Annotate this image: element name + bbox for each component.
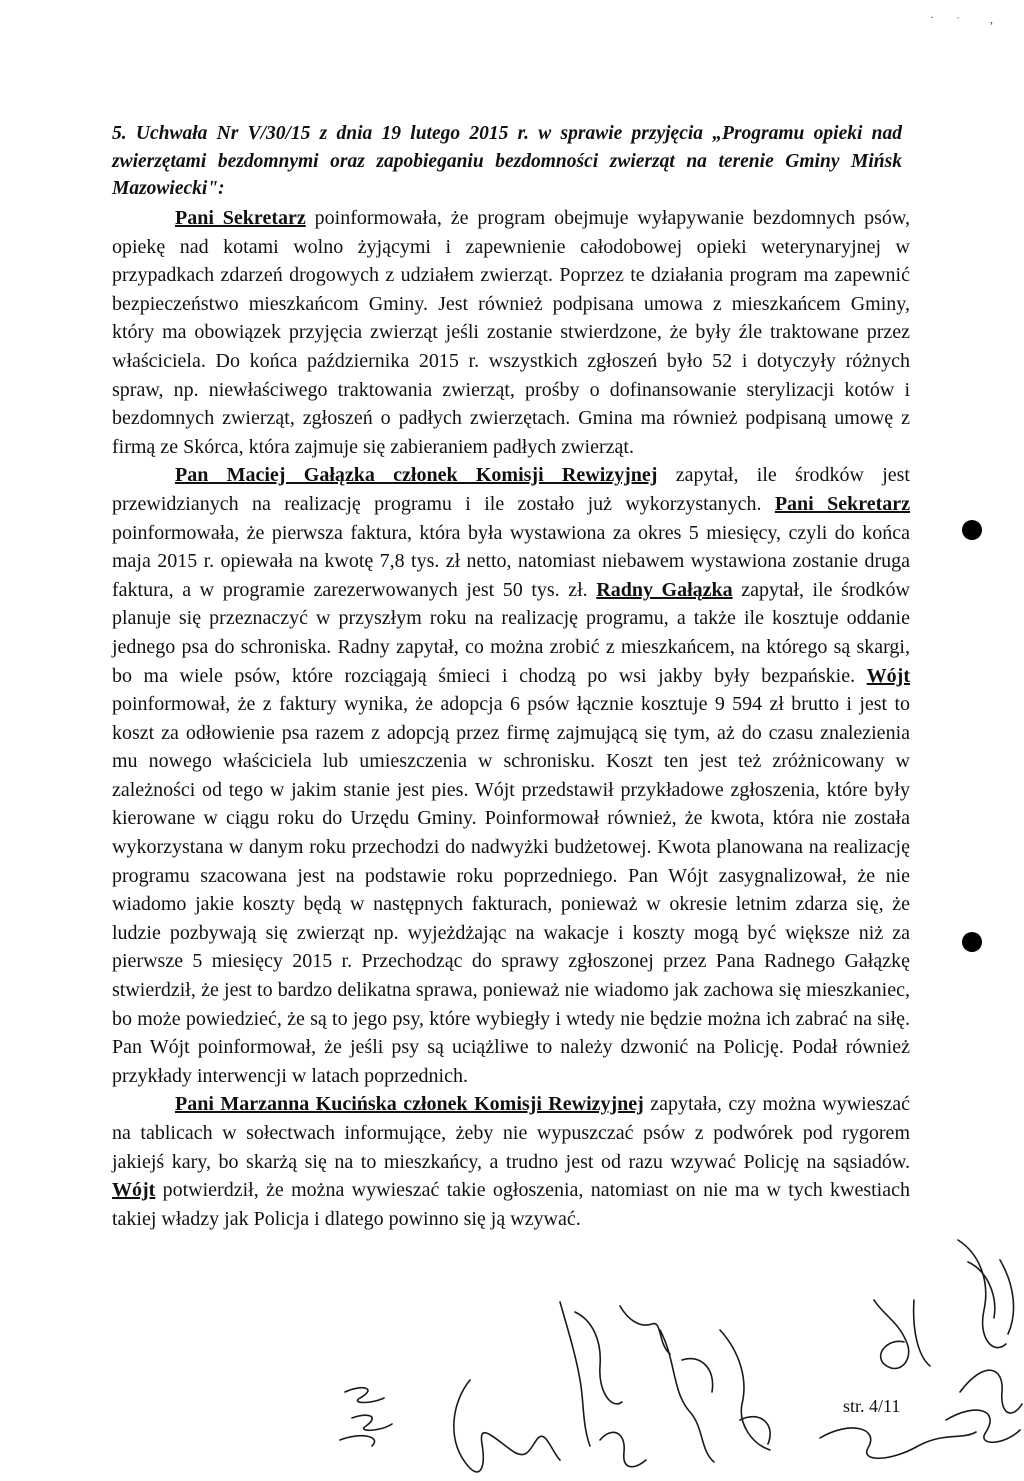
signature-scribble — [874, 1300, 930, 1369]
signature-scribble — [720, 1330, 770, 1450]
page-number: str. 4/11 — [843, 1396, 901, 1416]
signature-scribble — [340, 1388, 392, 1446]
speaker-name: Pan Maciej Gałązka członek Komisji Rewizyjnej — [175, 464, 658, 487]
paragraph-text: poinformowała, że pierwsza faktura, która była wystawiona za okres 5 miesięcy, czyli do końca maja 2015 r. opiewała na kwotę 7,8 tys. zł netto, natomiast niebawem wystawiona zostanie druga faktura, a w programie zarezerwowanych jest 50 tys. zł. — [112, 521, 910, 601]
scan-speck: ˙ — [956, 14, 960, 28]
signature-scribble — [820, 1428, 976, 1458]
speaker-name: Wójt — [866, 664, 910, 687]
paragraph-text: potwierdził, że można wywieszać takie ogłoszenia, natomiast on nie ma w tych kwestiach takiej władzy jak Policja i dlatego powinno się ją wzywać. — [112, 1179, 910, 1230]
speaker-name: Pani Sekretarz — [175, 207, 306, 229]
signature-scribble — [620, 1306, 714, 1462]
signature-scribble — [946, 1370, 1022, 1442]
paragraph-text: zapytał, ile środków planuje się przeznaczyć w przyszłym roku na realizację programu, a także ile kosztuje oddanie jednego psa do schroniska. Radny zapytał, co można zrobić z mieszkańcem, na którego są skargi, bo ma wiele psów, które rozciągają śmieci i chodzą po wsi jakby były bezpańskie. — [112, 578, 910, 687]
paragraph-text: poinformowała, że program obejmuje wyłapywanie bezdomnych psów, opiekę nad kotami wolno żyjącymi i zapewnienie całodobowej opieki weterynaryjnej w przypadkach zdarzeń drogowych z udziałem zwierząt. Poprzez te działania program ma zapewnić bezpieczeństwo mieszkańcom Gminy. Jest również podpisana umowa z mieszkańcem Gminy, który ma obowiązek przyjęcia zwierząt jeśli zostanie stwierdzone, że były źle traktowane przez właściciela. Do końca października 2015 r. wszystkich zgłoszeń było 52 i dotyczyły różnych spraw, np. niewłaściwego traktowania zwierząt, prośby o dofinansowanie sterylizacji kotów i bezdomnych zwierząt, zgłoszeń o padłych zwierzętach. Gmina ma również podpisaną umowę z firmą ze Skórca, która zajmuje się zabieraniem padłych zwierząt. — [112, 207, 910, 458]
speaker-name: Wójt — [112, 1179, 156, 1202]
resolution-heading: 5. Uchwała Nr V/30/15 z dnia 19 lutego 2015 r. w sprawie przyjęcia „Programu opieki nad zwierzętami bezdomnymi oraz zapobieganiu bezdomności zwierząt na terenie Gminy Mińsk Mazowiecki": — [112, 123, 902, 199]
speaker-name: Pani Sekretarz — [774, 492, 911, 515]
speaker-name: Radny Gałązka — [596, 578, 733, 601]
speaker-name: Pani Marzanna Kucińska członek Komisji Rewizyjnej — [175, 1093, 644, 1116]
scan-speck: , — [990, 12, 993, 26]
paragraph-text: zapytała, czy można wywieszać na tablicach w sołectwach informujące, żeby nie wypuszczać psów z podwórek pod rygorem jakiejś kary, bo skarżą się na to mieszkańcy, a trudno jest od razu wzywać Policję na sąsiadów. — [112, 1093, 910, 1173]
signature-scribble — [454, 1380, 560, 1472]
paragraph-text: zapytał, ile środków jest przewidzianych na realizację programu i ile zostało już wykorzystanych. — [112, 464, 910, 515]
scan-speck: · — [930, 10, 934, 24]
signature-scribble — [560, 1302, 646, 1467]
paragraph-text: poinformował, że z faktury wynika, że adopcja 6 psów łącznie kosztuje 9 594 zł brutto i jest to koszt za odłowienie psa razem z adopcją przez firmę zajmującą się tym, aż do czasu znalezienia mu nowego właściciela lub umieszczenia w schronisku. Koszt ten jest też zróżnicowany w zależności od tego w jakim stanie jest pies. Wójt przedstawił przykładowe zgłoszenia, które były kierowane w ciągu roku do Urzędu Gminy. Poinformował również, że kwota, która nie została wykorzystana w danym roku przechodzi do nadwyżki budżetowej. Kwota planowana na realizację programu szacowana jest na podstawie roku poprzedniego. Pan Wójt zasygnalizował, że nie wiadomo jakie koszty będą w następnych fakturach, ponieważ w okresie letnim zdarza się, że ludzie pozbywają się zwierząt np. wyjeżdżając na wakacje i koszty mogą być większe niż za pierwsze 5 miesięcy 2015 r. Przechodząc do sprawy zgłoszonej przez Pana Radnego Gałązkę stwierdził, że jest to bardzo delikatna sprawa, ponieważ nie wiadomo jak zachowa się mieszkaniec, bo może powiedzieć, że są to jego psy, które wybiegły i wtedy nie będzie można ich zabrać na siłę. Pan Wójt poinformował, że jeśli psy są uciążliwe to należy dzwonić na Policję. Podał również przykłady interwencji w latach poprzednich. — [112, 693, 910, 1087]
signature-scribble — [958, 1240, 1014, 1348]
